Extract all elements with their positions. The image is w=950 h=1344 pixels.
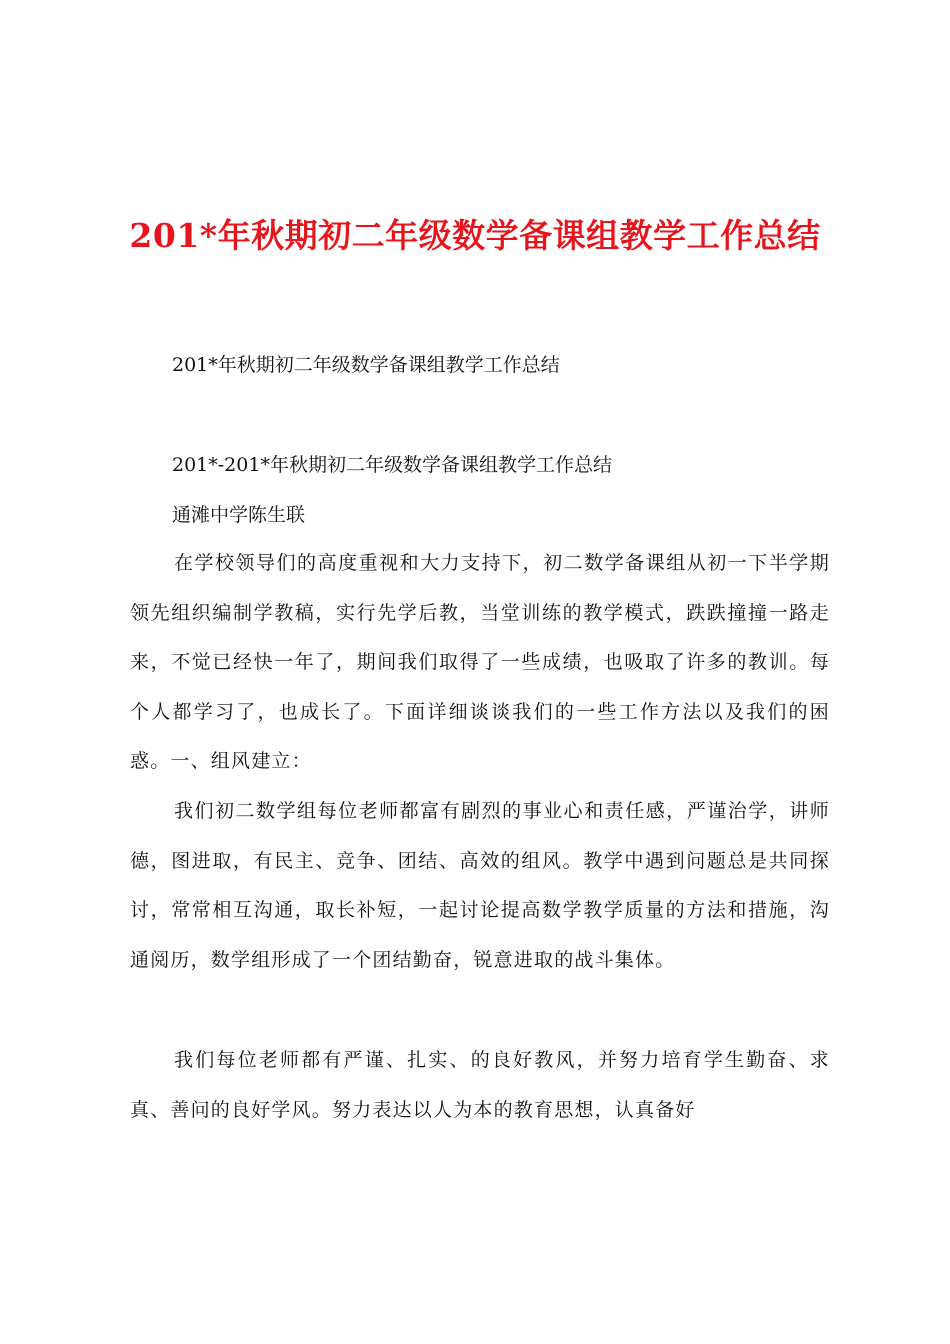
heading-range: 201*-201*年秋期初二年级数学备课组教学工作总结: [172, 454, 612, 476]
body-paragraph-3: 我们每位老师都有严谨、扎实、的良好教风，并努力培育学生勤奋、求真、善问的良好学风。努力表达以人为本的教育思想，认真备好: [130, 1049, 830, 1121]
body-paragraph-2: 我们初二数学组每位老师都富有剧烈的事业心和责任感，严谨治学，讲师德，图进取，有民主、竞争、团结、高效的组风。教学中遇到问题总是共同探讨，常常相互沟通，取长补短，一起讨论提高数学教学质量的方法和措施，沟通阅历，数学组形成了一个团结勤奋，锐意进取的战斗集体。: [130, 800, 830, 971]
document-title: 201*年秋期初二年级数学备课组教学工作总结: [129, 216, 821, 255]
author-line: 通滩中学陈生联: [172, 504, 306, 526]
body-paragraph-1: 在学校领导们的高度重视和大力支持下，初二数学备课组从初一下半学期领先组织编制学教稿，实行先学后教，当堂训练的教学模式，跌跌撞撞一路走来，不觉已经快一年了，期间我们取得了一些成绩，也吸取了许多的教训。每个人都学习了，也成长了。下面详细谈谈我们的一些工作方法以及我们的困惑。一、组风建立：: [130, 552, 830, 772]
document-subtitle: 201*年秋期初二年级数学备课组教学工作总结: [172, 354, 560, 376]
